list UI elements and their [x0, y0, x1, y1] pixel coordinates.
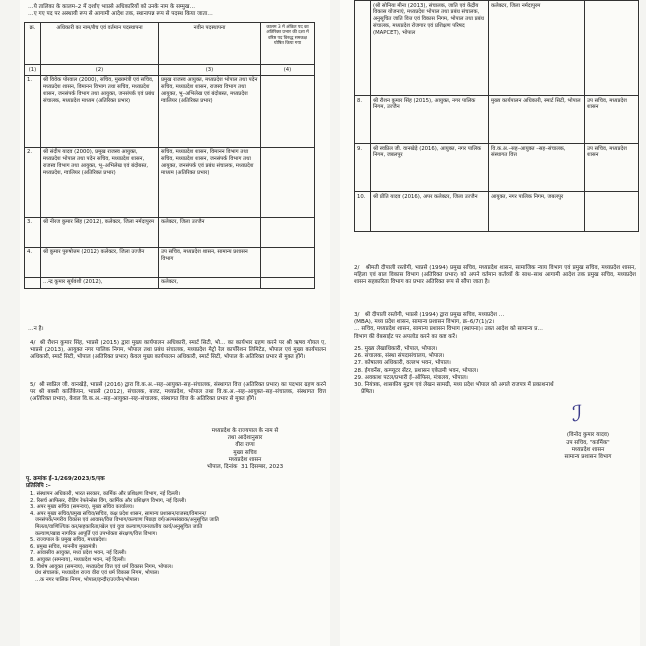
row-officer: श्री रौशन कुमार सिंह (2015), आयुक्त, नगर पालिक निगम, उज्जैन: [371, 96, 489, 144]
row-note: उप सचिव, मध्यप्रदेश शासन: [585, 144, 639, 192]
row-num: [25, 277, 41, 288]
row-new-posting: वि.क.अ.–सह–आयुक्त –सह–संचालक, संस्थागत वित्त: [489, 144, 585, 192]
row-num: 10.: [355, 192, 371, 232]
paragraph-5: 5/ श्री स्वप्निल जी. वानखेड़े, भाप्रसे (2016) द्वारा वि.क.अ.–सह–आयुक्त–सह–संचालक, संस्थागत वित्त (अतिरिक्त प्रभार) का पदभार ग्रहण करने पर श्री बक्सी कार्तिकेयन, भाप्रसे (2012), संचालक, बजट, मध्यप्रदेश, भोपाल तथा वि.क.अ.–सह–आयुक्त–सह–संचालक, संस्थागत वित्त (अतिरिक्त प्रभार), केवल वि.क.अ.–सह–आयुक्त–सह–संचालक, संस्थागत वित्त के अतिरिक्त प्रभार से मुक्त होंगे।: [30, 382, 328, 403]
row-note: [261, 247, 315, 277]
distribution-list: 25. मुख्य लेखाधिकारी, भोपाल, भोपाल। 26. संचालक, संस्था संपदासंचालय, भोपाल। 27. कोषालय अधिकारी, वल्लभ भवन, भोपाल। 28. ईगवर्नेस, कम्प्यूटर सेंटर, प्रशासन एकेडमी भवन, भोपाल। 29. अवकाश पटल/प्रभारी ई–ऑफिस, मंत्रालय, भोपाल। 30. नियंत्रक, शासकीय मुद्रण एवं लेखन सामग्री, मध्य प्रदेश भोपाल को अगले राजपत्र में प्रकाशनार्थ प्रेषित।: [354, 346, 554, 396]
order-signature-block: मध्यप्रदेश के राज्यपाल के नाम से तथा आदेशानुसार वीरा राणा मुख्य सचिव मध्यप्रदेश शासन भोपाल, दिनांक 31 दिसम्बर, 2023: [206, 428, 284, 471]
table-row: [355, 1, 639, 96]
signatory-designation: उप सचिव, "कार्मिक" मध्यप्रदेश शासन सामान्य प्रशासन विभाग: [564, 440, 612, 461]
col-num-2: (2): [41, 65, 159, 76]
row-officer: श्री प्रीति यादव (2016), अपर कलेक्टर, जिला उज्जैन: [371, 192, 489, 232]
table-row: [25, 217, 315, 247]
col-header-officer: अधिकारी का नाम/बैच एवं वर्तमान पदस्थापना: [41, 23, 159, 65]
col-header-num: क्र.: [25, 23, 41, 65]
intro-text: …ये तालिका के कालम–2 में दर्शाए भाप्रसे अधिकारियों को उनके नाम के सम्मुख… …ए गए पद पर अस्थायी रूप से आगामी आदेश तक, स्थानापन्न रूप से पदस्थ किया जाता…: [28, 4, 213, 18]
row-officer: श्री संदीप यादव (2000), प्रमुख राजस्व आयुक्त, मध्यप्रदेश भोपाल तथा पदेन सचिव, मध्यप्रदेश शासन, राजस्व विभाग तथा आयुक्त, भू–अभिलेख एवं बंदोबस्त, मध्यप्रदेश, ग्वालियर (अतिरिक्त प्रभार): [41, 147, 159, 217]
col-num-4: (4): [261, 65, 315, 76]
signatory-name: (विनोद कुमार यादव): [566, 432, 610, 438]
row-officer: (श्री सोनिया मीना (2013), संचालक, जाति एवं केंद्रीय विकास योजनाएं, मध्यप्रदेश भोपाल तथा प्रबंध संचालक, अनुसूचित जाति वित्त एवं विकास निगम, भोपाल तथा प्रबंध संचालक, मध्यप्रदेश रोजगार एवं प्रशिक्षण परिषद (MAPCET), भोपाल: [371, 1, 489, 96]
row-num: 1.: [25, 75, 41, 147]
row-officer: श्री कुमार पुरुषोत्तम (2012) कलेक्टर, जिला उज्जैन: [41, 247, 159, 277]
row-new-posting: कलेक्टर, जिला नर्मदापुरम: [489, 1, 585, 96]
row-new-posting: कलेक्टर,: [159, 277, 261, 288]
row-new-posting: प्रमुख राजस्व आयुक्त, मध्यप्रदेश भोपाल तथा पदेन सचिव, मध्यप्रदेश शासन, राजस्व विभाग तथा आयुक्त, भू–अभिलेख एवं बंदोबस्त, मध्यप्रदेश ग्वालियर (अतिरिक्त प्रभार): [159, 75, 261, 147]
row-officer: श्री स्वप्निल जी. वानखेड़े (2016), आयुक्त, नगर पालिक निगम, जबलपुर: [371, 144, 489, 192]
row-num: 2.: [25, 147, 41, 217]
table-row: [355, 192, 639, 232]
row-new-posting: कलेक्टर, जिला उज्जैन: [159, 217, 261, 247]
col-num-1: (1): [25, 65, 41, 76]
table-row: [355, 144, 639, 192]
table-row: [25, 147, 315, 217]
row-num: [355, 1, 371, 96]
posting-table: [24, 22, 315, 289]
table-row: [25, 277, 315, 288]
row-new-posting: आयुक्त, नगर पालिक निगम, जबलपुर: [489, 192, 585, 232]
row-note: [261, 147, 315, 217]
row-officer: …न्द्र कुमार सूर्यवंशी (2012),: [41, 277, 159, 288]
row-note: [261, 217, 315, 247]
col-num-3: (3): [159, 65, 261, 76]
paragraph-3: 3/ श्री दीपाली रस्तोगी, भाप्रसे (1994) द्वारा प्रमुख सचिव, मध्यप्रदेश … (MBA), मध्य प्रदेश शासन, सामान्य प्रशासन विभाग, क्र–6/7(1)/2। … सचिव, मध्यप्रदेश शासन, सामान्य प्रशासन विभाग (स्थापना)। उक्त आदेश को सामान्य प्र… विभाग की वेबसाईट पर अपलोड करने का कष्ट करें।: [354, 312, 543, 340]
copy-list: 1. संस्थापन अधिकारी, भारत सरकार, कार्मिक और प्रशिक्षण विभाग, नई दिल्ली। 2. रिसर्च आफिसर, रीडिंग रेफरेन्सेस विंग, कार्मिक और प्रशिक्षण विभाग, नई दिल्ली। 3. अपर मुख्य सचिव (समन्वय), मुख्य सचिव कार्यालय। 4. अपर मुख्य सचिव/प्रमुख सचिव/सचिव, कक्ष प्रदेश शासन, सामान्य प्रशासन/राजस्व/विमानन/ जनसंपर्क/नगरीय विकास एवं आवास/वित्त विभाग/कल्याण पिछड़ा वर्ग/अल्पसंख्यक/अनुसूचित जाति मिलता/वाणिज्यिक कर/सहकारिता/खेल एवं युवा कल्याण/जनजातीय कार्य/अनुसूचित जाति कल्याण/खाद्य नागरिक आपूर्ति एवं उपभोक्ता संरक्षण/वित्त विभाग। 5. राज्यपाल के प्रमुख सचिव, मध्यप्रदेश। 6. प्रमुख सचिव, माननीय मुख्यमंत्री। 7. आवासीय आयुक्त, मध्य प्रदेश भवन, नई दिल्ली। 8. आयुक्त (समन्वय), मध्यप्रदेश भवन, नई दिल्ली। 9. विशेष आयुक्त (समन्वय), मध्यप्रदेश वित्त एवं धर्म विकास निगम, भोपाल। ग्रंथ संचालक, मध्यप्रदेश राज्य वीरा एवं धर्म विकास निगम, भोपाल। …क नगर पालिक निगम, भोपाल/इन्दौर/उज्जैन/भोपाल।: [30, 491, 219, 583]
row-note: [261, 75, 315, 147]
table-row: [25, 75, 315, 147]
left-page: [20, 0, 330, 646]
right-page: [340, 0, 640, 646]
table-continuation: …न है।: [28, 326, 44, 332]
row-officer: श्री नीरज कुमार सिंह (2012), कलेक्टर, जिला नर्मदापुरम: [41, 217, 159, 247]
row-new-posting: उप सचिव, मध्यप्रदेश शासन, सामान्य प्रशासन विभाग: [159, 247, 261, 277]
row-num: 4.: [25, 247, 41, 277]
row-num: 9.: [355, 144, 371, 192]
col-header-new-posting: नवीन पदस्थापना: [159, 23, 261, 65]
row-note: [261, 277, 315, 288]
row-new-posting: सचिव, मध्यप्रदेश शासन, विमानन विभाग तथा सचिव, मध्यप्रदेश शासन, जनसंपर्क विभाग तथा आयुक्त, जनसंपर्क एवं प्रबंध संचालक, मध्यप्रदेश माध्यम (अतिरिक्त प्रभार): [159, 147, 261, 217]
col-header-note: कालम 3 में अंकित पद का अतिरिक्त प्रभार की दशा में वरिष्ठ पद विरुद्ध समकक्ष घोषित किया गया: [261, 23, 315, 65]
row-note: उप सचिव, मध्यप्रदेश शासन: [585, 96, 639, 144]
row-note: [585, 192, 639, 232]
row-note: [585, 1, 639, 96]
row-new-posting: मुख्य कार्यपालन अधिकारी, स्मार्ट सिटी, भोपाल: [489, 96, 585, 144]
row-num: 3.: [25, 217, 41, 247]
paragraph-4: 4/ श्री रौशन कुमार सिंह, भाप्रसे (2015) द्वारा मुख्य कार्यपालन अधिकारी, स्मार्ट सिटी, भो… का कार्यभार ग्रहण करने पर श्री ऋषव गोयल ए, भाप्रसे (2013), आयुक्त नगर पालिक निगम, भोपाल तथा प्रबंध संचालक, मध्यप्रदेश मेट्रो रेल कार्पोरेशन लिमिटेड, भोपाल एवं मुख्य कार्यपालन अधिकारी, स्मार्ट सिटी, भोपाल (अतिरिक्त प्रभार) केवल मुख्य कार्यपालन अधिकारी, स्मार्ट सिटी, भोपाल के अतिरिक्त प्रभार से मुक्त होंगे।: [30, 340, 328, 361]
row-num: 8.: [355, 96, 371, 144]
row-officer: श्री विवेक पोरवाल (2000), सचिव, मुख्यमंत्री एवं सचिव, मध्यप्रदेश शासन, विमानन विभाग तथा सचिव, मध्यप्रदेश शासन, जनसंपर्क विभाग तथा आयुक्त, जनसंपर्क एवं प्रबंध संचालक, मध्यप्रदेश माध्यम (अतिरिक्त प्रभार): [41, 75, 159, 147]
table-row: [25, 247, 315, 277]
paragraph-2: 2/ श्रीमती दीपाली रस्तोगी, भाप्रसे (1994) प्रमुख सचिव, मध्यप्रदेश शासन, सामाजिक न्याय विभाग एवं प्रमुख सचिव, मध्यप्रदेश शासन, महिला एवं बाल विकास विभाग (अतिरिक्त प्रभार) को अपने वर्तमान कर्तव्यों के साथ–साथ आगामी आदेश तक प्रमुख सचिव, मध्यप्रदेश शासन सहकारिता विभाग का प्रभार अतिरिक्त रूप से सौंपा जाता है।: [354, 265, 638, 286]
signature-mark: ℐ: [572, 402, 583, 427]
endorsement-number: पृ. क्रमांक ई–1/269/2023/5/एक प्रतिलिपि :–: [26, 476, 105, 490]
posting-table-continued: [354, 0, 639, 232]
table-row: [355, 96, 639, 144]
